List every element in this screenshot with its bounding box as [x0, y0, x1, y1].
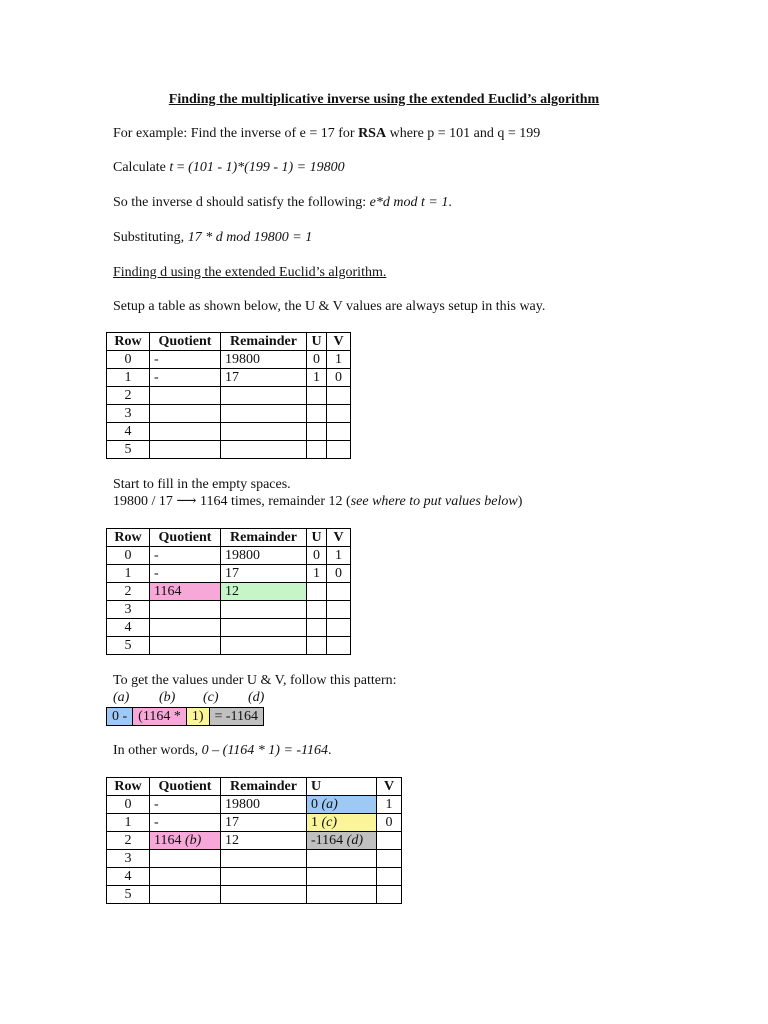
v-cell: 0 — [377, 814, 402, 832]
header-remainder: Remainder — [221, 778, 307, 796]
table-row — [107, 619, 351, 637]
u-cell — [307, 637, 327, 655]
division-post: ) — [517, 494, 523, 509]
u-value: 0 — [311, 797, 318, 812]
pattern-cell-d: = -1164 — [209, 708, 264, 726]
quotient-cell: - — [150, 547, 221, 565]
remainder-cell — [221, 868, 307, 886]
remainder-cell: 19800 — [221, 796, 307, 814]
header-quotient: Quotient — [150, 333, 221, 351]
table-row — [107, 565, 351, 583]
header-row: Row — [107, 529, 150, 547]
u-cell: 1 — [307, 565, 327, 583]
division-paragraph — [113, 493, 522, 510]
quotient-cell — [150, 850, 221, 868]
table-row — [107, 796, 402, 814]
u-cell — [307, 619, 327, 637]
table-header-row — [107, 529, 351, 547]
quotient-cell — [150, 637, 221, 655]
euclid-table-initial — [106, 332, 351, 459]
calc-formula: (101 - 1)*(199 - 1) = 19800 — [188, 160, 345, 175]
table-row — [107, 405, 351, 423]
substitute-paragraph — [113, 229, 312, 246]
quotient-cell — [150, 405, 221, 423]
remainder-cell — [221, 441, 307, 459]
remainder-cell — [221, 601, 307, 619]
division-italic: see where to put values below — [350, 494, 518, 509]
calc-t: t — [169, 160, 174, 175]
euclid-table-step2 — [106, 777, 402, 904]
row-number: 3 — [107, 850, 150, 868]
label-d: (d) — [248, 690, 265, 705]
inverse-post: . — [448, 195, 452, 210]
row-number: 3 — [107, 405, 150, 423]
u-value: -1164 — [311, 833, 344, 848]
quotient-cell-highlighted: 1164 — [150, 583, 221, 601]
remainder-cell — [221, 387, 307, 405]
u-tag: (c) — [321, 815, 338, 830]
header-remainder: Remainder — [221, 333, 307, 351]
v-cell: 1 — [327, 547, 351, 565]
u-cell — [307, 423, 327, 441]
u-tag: (d) — [346, 833, 363, 848]
u-value: 1 — [311, 815, 318, 830]
quotient-cell — [150, 441, 221, 459]
intro-pre: For example: Find the inverse of e = 17 for — [113, 126, 359, 141]
u-cell: 0 — [307, 351, 327, 369]
v-cell — [377, 832, 402, 850]
remainder-cell — [221, 423, 307, 441]
row-number: 4 — [107, 423, 150, 441]
u-cell — [307, 583, 327, 601]
u-cell-d — [307, 832, 377, 850]
other-words-post: . — [328, 743, 332, 758]
row-number: 1 — [107, 814, 150, 832]
row-number: 3 — [107, 601, 150, 619]
table-row — [107, 441, 351, 459]
inverse-pre: So the inverse d should satisfy the following: — [113, 195, 370, 210]
row-number: 5 — [107, 441, 150, 459]
header-u: U — [307, 778, 377, 796]
v-cell — [377, 886, 402, 904]
table-row — [107, 832, 402, 850]
table-row — [107, 886, 402, 904]
remainder-cell — [221, 886, 307, 904]
u-cell-c — [307, 814, 377, 832]
v-cell — [327, 423, 351, 441]
label-c: (c) — [203, 690, 219, 705]
row-number: 1 — [107, 565, 150, 583]
v-cell — [327, 387, 351, 405]
table-header-row — [107, 778, 402, 796]
remainder-cell — [221, 637, 307, 655]
table-row — [107, 387, 351, 405]
u-tag: (a) — [321, 797, 338, 812]
row-number: 4 — [107, 619, 150, 637]
fill-paragraph: Start to fill in the empty spaces. — [113, 477, 291, 492]
remainder-cell: 17 — [221, 814, 307, 832]
quotient-cell: - — [150, 369, 221, 387]
setup-paragraph: Setup a table as shown below, the U & V values are always setup in this way. — [113, 299, 546, 314]
other-words-formula: 0 – (1164 * 1) = -1164 — [201, 743, 329, 758]
u-cell — [307, 405, 327, 423]
header-u: U — [307, 333, 327, 351]
quotient-cell — [150, 796, 221, 814]
quotient-cell-b — [150, 832, 221, 850]
remainder-cell — [221, 619, 307, 637]
u-cell — [307, 387, 327, 405]
u-cell-a — [307, 796, 377, 814]
calc-pre: Calculate — [113, 160, 170, 175]
pattern-row — [107, 708, 264, 726]
quotient-cell: - — [150, 351, 221, 369]
quotient-value: - — [154, 797, 159, 812]
subst-pre: Substituting, — [113, 230, 188, 245]
quotient-cell — [150, 601, 221, 619]
euclid-table-step1 — [106, 528, 351, 655]
remainder-cell: 19800 — [221, 547, 307, 565]
table-row — [107, 369, 351, 387]
quotient-cell — [150, 868, 221, 886]
u-cell — [307, 850, 377, 868]
pattern-formula — [106, 707, 264, 726]
remainder-cell-highlighted: 12 — [221, 583, 307, 601]
v-cell — [327, 637, 351, 655]
quotient-cell — [150, 423, 221, 441]
v-cell — [327, 441, 351, 459]
quotient-cell — [150, 387, 221, 405]
division-pre: 19800 / 17 ⟶ 1164 times, remainder 12 ( — [113, 494, 351, 509]
row-number: 5 — [107, 637, 150, 655]
header-quotient: Quotient — [150, 529, 221, 547]
pattern-cell-b: (1164 * — [133, 708, 187, 726]
pattern-paragraph: To get the values under U & V, follow this pattern: — [113, 673, 397, 688]
intro-paragraph — [113, 125, 540, 142]
header-row: Row — [107, 778, 150, 796]
remainder-cell: 19800 — [221, 351, 307, 369]
row-number: 4 — [107, 868, 150, 886]
table-row — [107, 423, 351, 441]
other-words-pre: In other words, — [113, 743, 202, 758]
row-number: 5 — [107, 886, 150, 904]
label-a: (a) — [113, 690, 130, 705]
v-cell: 1 — [377, 796, 402, 814]
table-row — [107, 850, 402, 868]
v-cell — [327, 601, 351, 619]
row-number: 0 — [107, 796, 150, 814]
row-number: 2 — [107, 387, 150, 405]
calc-mid: = — [173, 160, 189, 175]
u-cell — [307, 441, 327, 459]
u-cell — [307, 601, 327, 619]
header-v: V — [327, 333, 351, 351]
subst-formula: 17 * d mod 19800 = 1 — [187, 230, 313, 245]
table-row — [107, 637, 351, 655]
header-remainder: Remainder — [221, 529, 307, 547]
u-cell — [307, 886, 377, 904]
quotient-value: - — [154, 815, 159, 830]
v-cell: 0 — [327, 565, 351, 583]
u-cell: 0 — [307, 547, 327, 565]
remainder-cell: 17 — [221, 369, 307, 387]
table-row — [107, 351, 351, 369]
u-cell: 1 — [307, 369, 327, 387]
inverse-formula: e*d mod t = 1 — [369, 195, 449, 210]
label-b: (b) — [159, 690, 176, 705]
v-cell — [377, 850, 402, 868]
section-heading: Finding d using the extended Euclid’s algorithm. — [113, 265, 387, 280]
quotient-cell — [150, 814, 221, 832]
table-header-row — [107, 333, 351, 351]
page-title: Finding the multiplicative inverse using the extended Euclid’s algorithm — [168, 92, 600, 107]
table-row — [107, 601, 351, 619]
row-number: 1 — [107, 369, 150, 387]
remainder-cell: 17 — [221, 565, 307, 583]
table-row — [107, 583, 351, 601]
row-number: 2 — [107, 832, 150, 850]
table-row — [107, 814, 402, 832]
quotient-cell — [150, 619, 221, 637]
table-row — [107, 868, 402, 886]
header-v: V — [327, 529, 351, 547]
header-row: Row — [107, 333, 150, 351]
remainder-cell — [221, 850, 307, 868]
inverse-paragraph — [113, 194, 452, 211]
pattern-cell-c: 1) — [186, 708, 209, 726]
v-cell — [327, 619, 351, 637]
quotient-value: 1164 — [154, 833, 182, 848]
row-number: 2 — [107, 583, 150, 601]
header-u: U — [307, 529, 327, 547]
v-cell — [327, 405, 351, 423]
table-row — [107, 547, 351, 565]
v-cell: 1 — [327, 351, 351, 369]
pattern-cell-a: 0 - — [107, 708, 133, 726]
quotient-cell: - — [150, 565, 221, 583]
row-number: 0 — [107, 547, 150, 565]
calculate-paragraph — [113, 159, 345, 176]
quotient-cell — [150, 886, 221, 904]
remainder-cell — [221, 405, 307, 423]
header-v: V — [377, 778, 402, 796]
v-cell — [327, 583, 351, 601]
u-cell — [307, 868, 377, 886]
intro-rsa: RSA — [358, 126, 387, 141]
other-words-paragraph — [113, 742, 332, 759]
row-number: 0 — [107, 351, 150, 369]
intro-post: where p = 101 and q = 199 — [386, 126, 541, 141]
v-cell — [377, 868, 402, 886]
quotient-tag: (b) — [184, 833, 202, 848]
v-cell: 0 — [327, 369, 351, 387]
header-quotient: Quotient — [150, 778, 221, 796]
remainder-cell: 12 — [221, 832, 307, 850]
